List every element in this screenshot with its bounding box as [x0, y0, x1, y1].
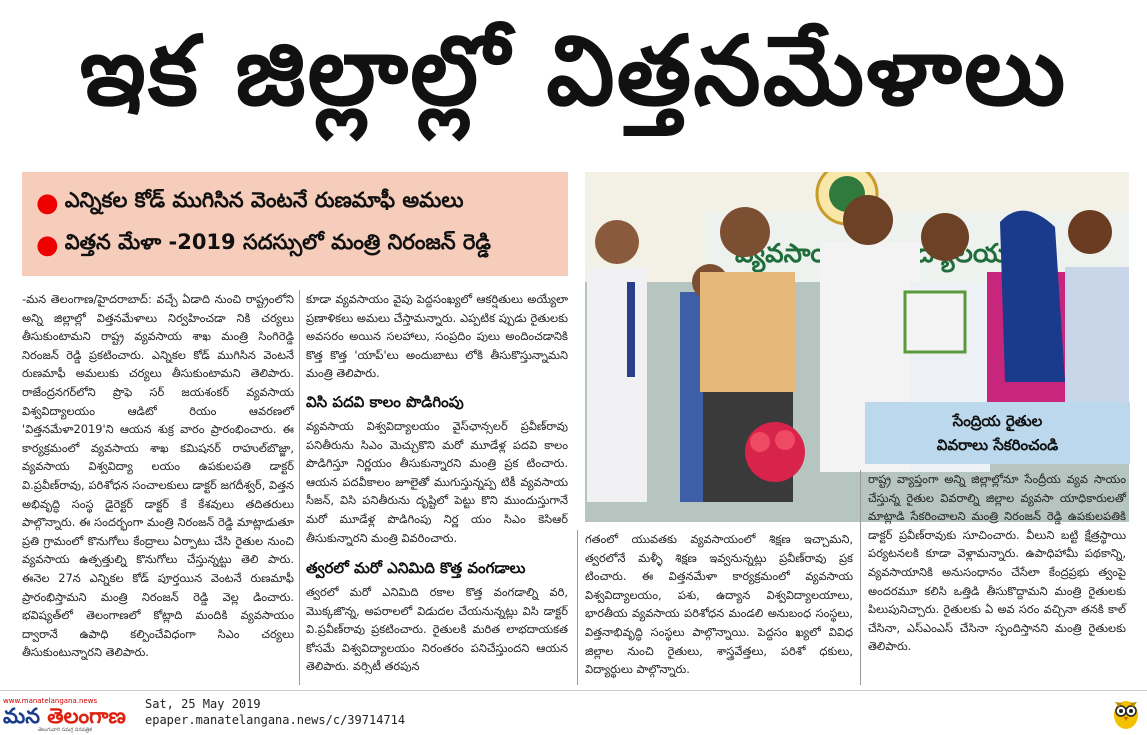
article-column-3 — [585, 530, 853, 679]
sidebox-title-line-2: వివరాలు సేకరించండి — [936, 436, 1059, 454]
photo-banner-text: వ్యవసాయ — [735, 239, 844, 269]
article-paragraph: కూడా వ్యవసాయం వైపు పెద్దసంఖ్యలో ఆకర్షితులు అయ్యేలా ప్రణాళికలు అమలు చేస్తామన్నారు. ఎప్పటిక ప్పుడు రైతులకు అవసరం అయిన సలహాలు, సంప్రదిం పులు అందించడానికి కొత్త కొత్త 'యాప్'లు అందుబాటు లోకి తీసుకొస్తున్నామని మంత్రి తెలిపారు. — [306, 292, 568, 381]
column-divider — [577, 530, 578, 685]
article-paragraph: త్వరలో మరో ఎనిమిది రకాల కొత్త వంగడాల్ని వరి, మొక్కజొన్న, అపరాలలో విడుదల చేయనున్నట్లు విసి డాక్టర్ వి.ప్రవీణ్‌రావు ప్రకటించారు. రైతులకి మరిత లాభదాయకత కోసమే విశ్వవిద్యాలయం నిరంతరం పనిచేస్తుందని ఆయన తెలిపారు. వర్సిటీ తరపున — [306, 585, 568, 674]
article-paragraph: -మన తెలంగాణ/హైదరాబాద్: వచ్చే ఏడాది నుంచి రాష్ట్రంలోని అన్ని జిల్లాల్లో విత్తనమేళాలు నిర్వహించడా నికి చర్యలు తీసుకుంటామని రాష్ట్ర వ్యవసాయ శాఖ మంత్రి సింగిరెడ్డి నిరంజన్ రెడ్డి ప్రకటించారు. ఎన్నికల కోడ్ ముగిసిన వెంటనే రుణమాఫీ అమలుకు చర్యలు తీసుకుంటామని తెలిపారు. రాజేంద్రనగర్‌లోని ప్రొఫె సర్ జయశంకర్ వ్యవసాయ విశ్వవిద్యాలయం ఆడిటో రియం ఆవరణలో 'విత్తనమేళా2019'ని ఆయన శుక్ర వారం ప్రారంభించారు. ఈ కార్యక్రమంలో వ్యవసాయ శాఖ కమిషనర్ రాహుల్‌బొజ్జా, వ్యవసాయ విశ్వవిద్యా లయం ఉపకులపతి డాక్టర్ వి.ప్రవీణ్‌రావు, పరిశోధన సంచాలకులు డాక్టర్ జగదీశ్వర్, విత్తన అభివృద్ధి సంస్థ డైరెక్టర్ డాక్టర్ కే కేశవులు తదితరులు పాల్గొన్నారు. ఈ సందర్భంగా మంత్రి నిరంజన్ రెడ్డి మాట్లాడుతూ ప్రతి గ్రామంలో కొనుగోలు కేంద్రాలు ఏర్పాటు చేసి రైతుల నుంచి వ్యవసాయ ఉత్పత్తుల్ని కొనుగోలు చేస్తున్నట్టు తెలి పారు. ఈనెల 27న ఎన్నికల కోడ్ పూర్తయిన వెంటనే రుణమాఫీ ప్రారంభిస్తామని మంత్రి నిరంజన్ రెడ్డి వెల్ల డించారు. భవిష్యత్‌లో తెలంగాణలో కోట్లాది మందికి వ్యవసాయం ద్వారానే ఉపాధి కల్పించేవిధంగా సిఎం చర్యలు తీసుకుంటున్నారని తెలిపారు. — [22, 292, 294, 660]
subheading-1-text: ఎన్నికల కోడ్ ముగిసిన వెంటనే రుణమాఫీ అమలు — [64, 188, 464, 212]
headline: ఇక జిల్లాల్లో విత్తనమేళాలు — [79, 14, 1068, 127]
article-column-2b — [306, 417, 568, 547]
publication-date: Sat, 25 May 2019 — [145, 697, 261, 711]
bullet-icon: ● — [36, 230, 59, 260]
article-column-2c — [306, 583, 568, 676]
subheading-2 — [36, 224, 554, 266]
article-column-2a — [306, 290, 568, 383]
column-divider — [299, 290, 300, 685]
footer-divider — [0, 690, 1147, 691]
site-url-small: www.manatelangana.news — [3, 697, 98, 705]
logo-tagline: తెలుగువారి సమగ్ర దినపత్రిక — [38, 727, 93, 733]
logo-part-1: మన — [3, 704, 48, 728]
owl-icon — [1112, 696, 1140, 730]
subheading-1 — [36, 182, 554, 224]
subheading-box — [22, 172, 568, 276]
column-divider — [860, 470, 861, 685]
subheading-2-text: విత్తన మేళా -2019 సదస్సులో మంత్రి నిరంజన్ రెడ్డి — [64, 230, 491, 254]
article-paragraph: గతంలో యువతకు వ్యవసాయంలో శిక్షణ ఇచ్చామని, త్వరలోనే మళ్ళీ శిక్షణ ఇవ్వనున్నట్లు ప్రవీణ్‌రావు ప్రక టించారు. ఈ విత్తనమేళా కార్యక్రమంలో వ్యవసాయ విశ్వవిద్యాలయం, పశు, ఉద్యాన విశ్వవిద్యాలయాలు, భారతీయ వ్యవసాయ పరిశోధన మండలి అనుబంధ సంస్థలు, విత్తనాభివృద్ధి సంస్థలు పాల్గొన్నాయి. పెద్దసం ఖ్యలో వివిధ జిల్లాల నుంచి రైతులు, శాస్త్రవేత్తలు, పరిశో ధకులు, విద్యార్థులు పాల్గొన్నారు. — [585, 532, 853, 677]
article-column-4 — [868, 470, 1126, 656]
section-heading-vc-term: విసి పదవి కాలం పొడిగింపు — [306, 393, 464, 411]
bullet-icon: ● — [36, 188, 59, 218]
sidebox-header — [865, 402, 1130, 464]
article-paragraph: వ్యవసాయ విశ్వవిద్యాలయం వైస్‌ఛాన్సలర్ ప్రవీణ్‌రావు పనితీరును సిఎం మెచ్చుకొని మరో మూడేళ్ల పదవి కాలం పొడిగిస్తూ నిర్ణయం తీసుకున్నారని మంత్రి ప్రక టించారు. ఆయన పదవీకాలం జూలైతో ముగుస్తున్నప్ప టికీ వ్యవసాయ సీజన్, విసి పనితీరును దృష్టిలో పెట్టు కొని ముందుస్తుగానే మరో మూడేళ్ల పొడిగింపు నిర్ణ యం సిఎం కెసిఆర్ తీసుకున్నారని మంత్రి వివరించారు. — [306, 419, 568, 545]
logo-part-2: తెలంగాణ — [47, 704, 126, 728]
epaper-link[interactable]: epaper.manatelangana.news/c/39714714 — [145, 713, 406, 727]
section-heading-new-varieties: త్వరలో మరో ఎనిమిది కొత్త వంగడాలు — [306, 559, 526, 577]
article-column-1 — [22, 290, 294, 662]
article-paragraph: రాష్ట్ర వ్యాప్తంగా అన్ని జిల్లాల్లోనూ సేంద్రీయ వ్యవ సాయం చేస్తున్న రైతుల వివరాల్ని జిల్లాల వ్యవసా యాధికారులతో మాట్లాడి సేకరించాలని మంత్రి నిరంజన్ రెడ్డి ఉపకులపతికి డాక్టర్ ప్రవీణ్‌రావుకు సూచించారు. వీలుని బట్టి క్షేత్రస్థాయి పర్యటనలకి కూడా వెళ్లామన్నారు. ఉపాధిహామీ పథకాన్ని, వ్యవసాయానికి అనుసంధానం చేసేలా కేంద్రప్రభు త్వంపై అందరమూ కలిసి ఒత్తిడి తీసుకొద్దామని మంత్రి రైతులకు పిలుపునిచ్చారు. రైతులకు ఏ అవ సరం వచ్చినా తనకి కాల్ చేసినా, ఎస్ఎంఎస్ చేసినా స్పందిస్తానని మంత్రి రైతులకు తెలిపారు. — [868, 472, 1126, 654]
sidebox-title-line-1: సేంద్రియ రైతుల — [952, 412, 1043, 430]
